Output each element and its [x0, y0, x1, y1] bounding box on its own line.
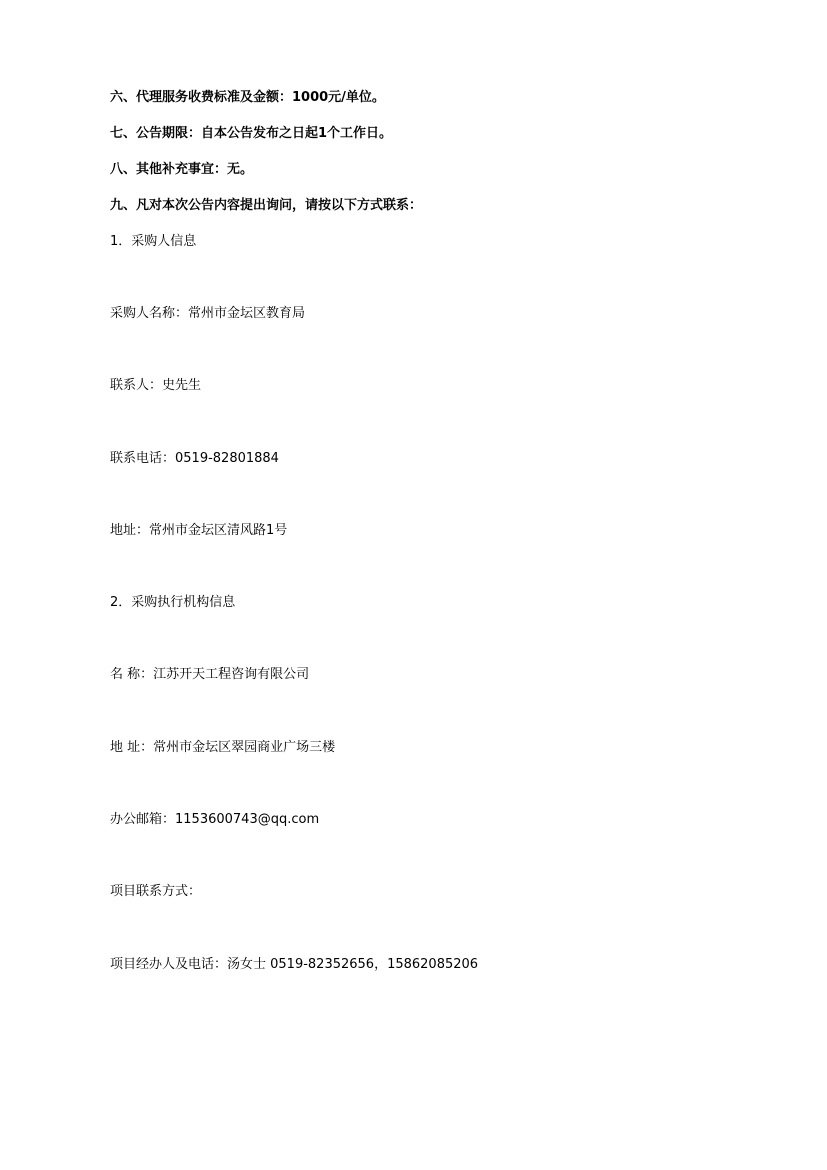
section-contact-heading: 九、凡对本次公告内容提出询问，请按以下方式联系：	[110, 198, 423, 213]
section-fee-standard: 六、代理服务收费标准及金额：1000元/单位。	[110, 90, 385, 105]
section-notice-period: 七、公告期限：自本公告发布之日起1个工作日。	[110, 126, 393, 141]
project-contact-heading: 项目联系方式：	[110, 884, 202, 899]
section-other-matters: 八、其他补充事宜：无。	[110, 162, 254, 177]
agency-email: 办公邮箱：1153600743@qq.com	[110, 812, 320, 827]
purchaser-address: 地址：常州市金坛区清风路1号	[110, 523, 288, 538]
project-manager-contact: 项目经办人及电话：汤女士 0519-82352656，15862085206	[110, 957, 479, 972]
purchaser-name: 采购人名称：常州市金坛区教育局	[110, 306, 306, 321]
agency-name: 名 称：江苏开天工程咨询有限公司	[110, 667, 310, 682]
purchaser-info-heading: 1．采购人信息	[110, 234, 197, 249]
agency-address: 地 址：常州市金坛区翠园商业广场三楼	[110, 740, 336, 755]
purchaser-phone: 联系电话：0519-82801884	[110, 451, 279, 466]
purchaser-contact-person: 联系人：史先生	[110, 378, 202, 393]
agency-info-heading: 2．采购执行机构信息	[110, 595, 236, 610]
